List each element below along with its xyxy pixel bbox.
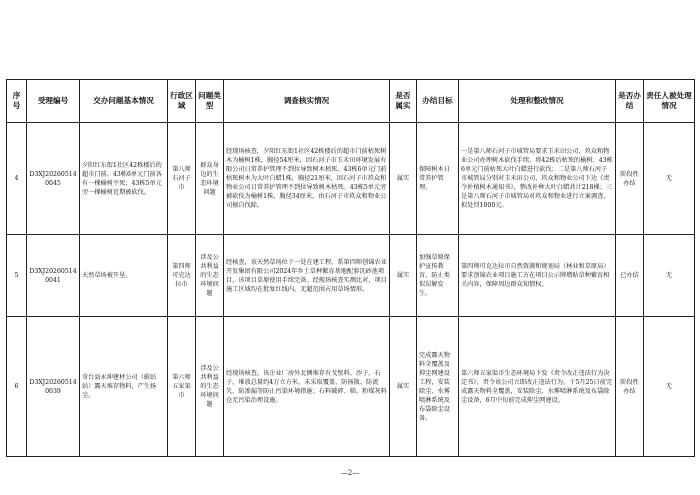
header-type: 问题类型	[196, 80, 224, 123]
cell-type: 群众身边的生态环境问题	[196, 123, 224, 235]
header-region: 行政区域	[168, 80, 196, 123]
header-done: 是否办结	[616, 80, 644, 123]
header-goal: 办结目标	[417, 80, 459, 123]
cell-handling: 一是第八师石河子市城管局要求玉禾田公司、玖众和物业公司办理树木砍伐手续，将42栋后枯死的榆树、43栋6单元门前枯死大叶白蜡进行砍伐；二是第八师石河子市城管局分别对玉禾田公司、玖众和物业公司下达《责令补植树木通知书》，整改补种大叶白蜡共计218棵；三是第八师石河子市城管局对玖众和物业进行立案调查，拟处罚1000元。	[459, 123, 616, 235]
complaint-table	[6, 79, 695, 457]
cell-done: 已办结	[616, 235, 644, 317]
header-id: 受理编号	[27, 80, 80, 123]
header-seq: 序号	[7, 80, 27, 123]
cell-true-flag: 属实	[390, 235, 417, 317]
cell-person: 无	[644, 123, 695, 235]
cell-id: D3XJ202605140041	[27, 235, 80, 317]
header-issue: 交办问题基本情况	[80, 80, 168, 123]
table-row	[7, 235, 695, 317]
table-row	[7, 317, 695, 457]
cell-true-flag: 属实	[390, 123, 417, 235]
cell-investigation: 经现场核查，该企业厂房外北侧堆存有戈壁料、沙子、石子，堆放总量约4万立方米，未采取覆盖、防扬散、防流失、防渗漏等防止污染环境措施；石料破碎、筛、粉煤灰料仓无污染治理设施。	[224, 317, 390, 457]
cell-seq: 6	[7, 317, 27, 457]
cell-id: D3XJ202605140039	[27, 317, 80, 457]
cell-true-flag: 属实	[390, 317, 417, 457]
cell-person: 无	[644, 317, 695, 457]
header-person: 责任人被处理情况	[644, 80, 695, 123]
cell-region: 第六师五家渠市	[168, 317, 196, 457]
header-handling: 处理和整改情况	[459, 80, 616, 123]
cell-region: 第四师可克达拉市	[168, 235, 196, 317]
cell-goal: 加强草原保护宣传教育，防止类似误解发生。	[417, 235, 459, 317]
cell-type: 涉及公共利益的生态环境问题	[196, 317, 224, 457]
cell-done: 阶段性办结	[616, 317, 644, 457]
cell-issue: 奇台县永坤建材公司（蔚站站）露天堆存物料，产生扬尘。	[80, 317, 168, 457]
cell-investigation: 经核查，该天然草场位于一处在建工程，系第四师创锦农业开发集团有限公司2024年乡土草种繁育基地配套沉砂池项目，该项目草原使用手续完备。经现场核查实测比对，项目施工区域均在批复红线内，无超范围占用草场情形。	[224, 235, 390, 317]
cell-id: D3XJ202605140045	[27, 123, 80, 235]
cell-issue: 天然草场被开垦。	[80, 235, 168, 317]
cell-issue: 夕阳红东街1社区42栋楼后的超市门前、43栋6单元门前各有一棵榆树平死；43栋5单元旁一棵榆树近期被砍伐。	[80, 123, 168, 235]
cell-goal: 完成露天物料全覆盖及抑尘网建设工程，安装除尘、水雾喷淋系统及布袋除尘设备。	[417, 317, 459, 457]
cell-region: 第八师石河子市	[168, 123, 196, 235]
cell-seq: 5	[7, 235, 27, 317]
cell-handling: 第四师可克达拉市自然资源和规划局（林业和草原局）要求创锦农业项目施工方在项目公示牌增贴草种繁育相关内容，保障周边群众知情权。	[459, 235, 616, 317]
header-investigation: 调查核实情况	[224, 80, 390, 123]
cell-goal: 保障树木日常养护管理。	[417, 123, 459, 235]
cell-person: 无	[644, 235, 695, 317]
table-header-row	[7, 80, 695, 123]
cell-type: 涉及公共利益的生态环境问题	[196, 235, 224, 317]
header-true-flag: 是否属实	[390, 80, 417, 123]
cell-investigation: 经现场核查，夕阳红东街1社区42栋楼后的超市门前枯死树木为榆树1株，胸径54厘米，因石河子市玉禾田环境发展有限公司日常养护管理不到位导致树木枯死。43栋6单元门前枯死树木为大叶白蜡1株，胸径21厘米，因石河子市玖众和物业公司日常养护管理不到位导致树木枯死。43栋5单元旁被砍伐为榆树1株，胸径34厘米，由石河子市玖众和物业公司擅自伐除。	[224, 123, 390, 235]
page-number: —2—	[340, 469, 360, 477]
cell-seq: 4	[7, 123, 27, 235]
table-row	[7, 123, 695, 235]
cell-handling: 第六师五家渠市生态环境局下发《责令改正违法行为决定书》，责令该公司立即改正违法行为，于5月25日前完成露天物料全覆盖，安装除尘、水雾喷淋系统及布袋除尘设备，6月中旬前完成抑尘网建设。	[459, 317, 616, 457]
cell-done: 阶段性办结	[616, 123, 644, 235]
